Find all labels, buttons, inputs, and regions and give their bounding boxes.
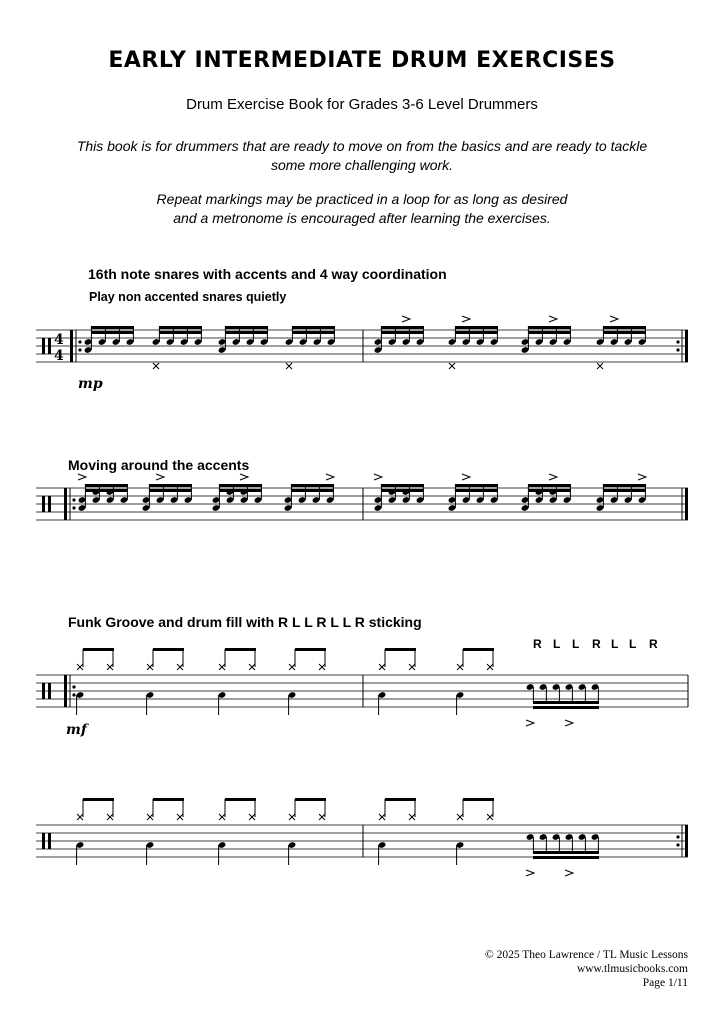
repeat-start-bar xyxy=(64,675,67,707)
percussion-clef xyxy=(48,496,51,512)
beam xyxy=(219,484,262,487)
beam xyxy=(603,484,646,487)
dynamic-marking: mf xyxy=(66,722,87,738)
beam xyxy=(603,489,646,492)
accent-mark xyxy=(565,870,573,876)
percussion-clef xyxy=(42,496,45,512)
beam xyxy=(83,798,114,801)
exercise-3-staff-line-2 xyxy=(0,795,724,890)
beam xyxy=(159,326,202,329)
repeat-dot xyxy=(72,693,75,696)
repeat-dot xyxy=(78,348,81,351)
beam xyxy=(225,326,268,329)
percussion-clef xyxy=(42,338,45,354)
beam xyxy=(225,331,268,334)
accent-mark xyxy=(565,720,573,726)
beam xyxy=(385,648,416,651)
beam xyxy=(91,331,134,334)
repeat-dot xyxy=(676,843,679,846)
sticking-letter: R xyxy=(533,637,542,651)
beam xyxy=(603,326,646,329)
beam xyxy=(291,489,334,492)
beam xyxy=(381,326,424,329)
beam xyxy=(149,489,192,492)
beam xyxy=(85,484,128,487)
accent-mark xyxy=(638,474,646,480)
accent-mark xyxy=(402,316,410,322)
beam xyxy=(528,326,571,329)
repeat-dot xyxy=(676,835,679,838)
percussion-clef xyxy=(42,683,45,699)
intro-paragraph-1 xyxy=(40,137,684,175)
sticking-letter: L xyxy=(611,637,619,651)
beam xyxy=(528,331,571,334)
sticking-letter: R xyxy=(649,637,658,651)
final-bar xyxy=(685,488,688,520)
accent-mark xyxy=(326,474,334,480)
sticking-letter: L xyxy=(572,637,580,651)
accent-mark xyxy=(78,474,86,480)
beam xyxy=(295,648,326,651)
beam xyxy=(455,489,498,492)
accent-mark xyxy=(462,474,470,480)
repeat-dot xyxy=(72,506,75,509)
beam xyxy=(533,851,599,854)
repeat-dot xyxy=(676,340,679,343)
sticking-letter: R xyxy=(592,637,601,651)
beam xyxy=(385,798,416,801)
beam xyxy=(153,648,184,651)
intro-line: some more challenging work. xyxy=(270,157,454,173)
exercise-2-heading: Moving around the accents xyxy=(68,457,250,473)
beam xyxy=(159,331,202,334)
page-title: EARLY INTERMEDIATE DRUM EXERCISES xyxy=(108,48,616,73)
beam xyxy=(153,798,184,801)
percussion-clef xyxy=(48,833,51,849)
percussion-clef xyxy=(48,683,51,699)
beam xyxy=(533,706,599,709)
accent-mark xyxy=(610,316,618,322)
sticking-letter: L xyxy=(629,637,637,651)
beam xyxy=(225,798,256,801)
accent-mark xyxy=(549,474,557,480)
beam xyxy=(528,484,571,487)
beam xyxy=(83,648,114,651)
accent-mark xyxy=(240,474,248,480)
beam xyxy=(533,856,599,859)
footer-copyright: © 2025 Theo Lawrence / TL Music Lessons xyxy=(484,949,688,961)
percussion-clef xyxy=(42,833,45,849)
repeat-start-bar xyxy=(64,488,67,520)
beam xyxy=(149,484,192,487)
beam xyxy=(463,648,494,651)
accent-mark xyxy=(526,720,534,726)
footer-page-number: Page 1/11 xyxy=(642,977,688,989)
beam xyxy=(455,484,498,487)
beam xyxy=(292,326,335,329)
repeat-start-bar xyxy=(70,330,73,362)
repeat-dot xyxy=(78,340,81,343)
beam xyxy=(381,484,424,487)
repeat-dot xyxy=(676,348,679,351)
beam xyxy=(455,326,498,329)
beam xyxy=(381,331,424,334)
accent-mark xyxy=(156,474,164,480)
accent-mark xyxy=(549,316,557,322)
intro-paragraph-2 xyxy=(40,190,684,228)
sticking-letter: L xyxy=(553,637,561,651)
beam xyxy=(292,331,335,334)
exercise-1-heading: 16th note snares with accents and 4 way coordination xyxy=(88,266,447,282)
intro-line: Repeat markings may be practiced in a loop for as long as desired xyxy=(156,191,568,207)
page-subtitle: Drum Exercise Book for Grades 3-6 Level Drummers xyxy=(186,96,538,113)
beam xyxy=(291,484,334,487)
percussion-clef xyxy=(48,338,51,354)
intro-line: and a metronome is encouraged after learning the exercises. xyxy=(173,210,551,226)
beam xyxy=(603,331,646,334)
beam xyxy=(528,489,571,492)
footer xyxy=(485,948,688,990)
repeat-end-bar xyxy=(685,825,688,857)
exercise-3-staff-line-1 xyxy=(0,630,724,740)
intro-line: This book is for drummers that are ready to move on from the basics and are ready to tackle xyxy=(76,138,648,154)
exercise-1-staff xyxy=(0,310,724,400)
beam xyxy=(463,798,494,801)
footer-website: www.tlmusicbooks.com xyxy=(576,963,688,975)
beam xyxy=(455,331,498,334)
repeat-dot xyxy=(72,498,75,501)
beam xyxy=(381,489,424,492)
exercise-2-staff xyxy=(0,470,724,550)
repeat-dot xyxy=(72,685,75,688)
time-signature-top: 4 xyxy=(54,332,64,348)
beam xyxy=(219,489,262,492)
accent-mark xyxy=(462,316,470,322)
beam xyxy=(85,489,128,492)
accent-mark xyxy=(526,870,534,876)
accent-mark xyxy=(374,474,382,480)
beam xyxy=(225,648,256,651)
time-signature-bottom: 4 xyxy=(54,348,64,364)
repeat-end-bar xyxy=(685,330,688,362)
dynamic-marking: mp xyxy=(78,376,103,392)
beam xyxy=(91,326,134,329)
exercise-1-instruction: Play non accented snares quietly xyxy=(89,290,287,304)
exercise-3-heading: Funk Groove and drum fill with R L L R L L R sticking xyxy=(68,614,422,630)
beam xyxy=(295,798,326,801)
beam xyxy=(533,701,599,704)
